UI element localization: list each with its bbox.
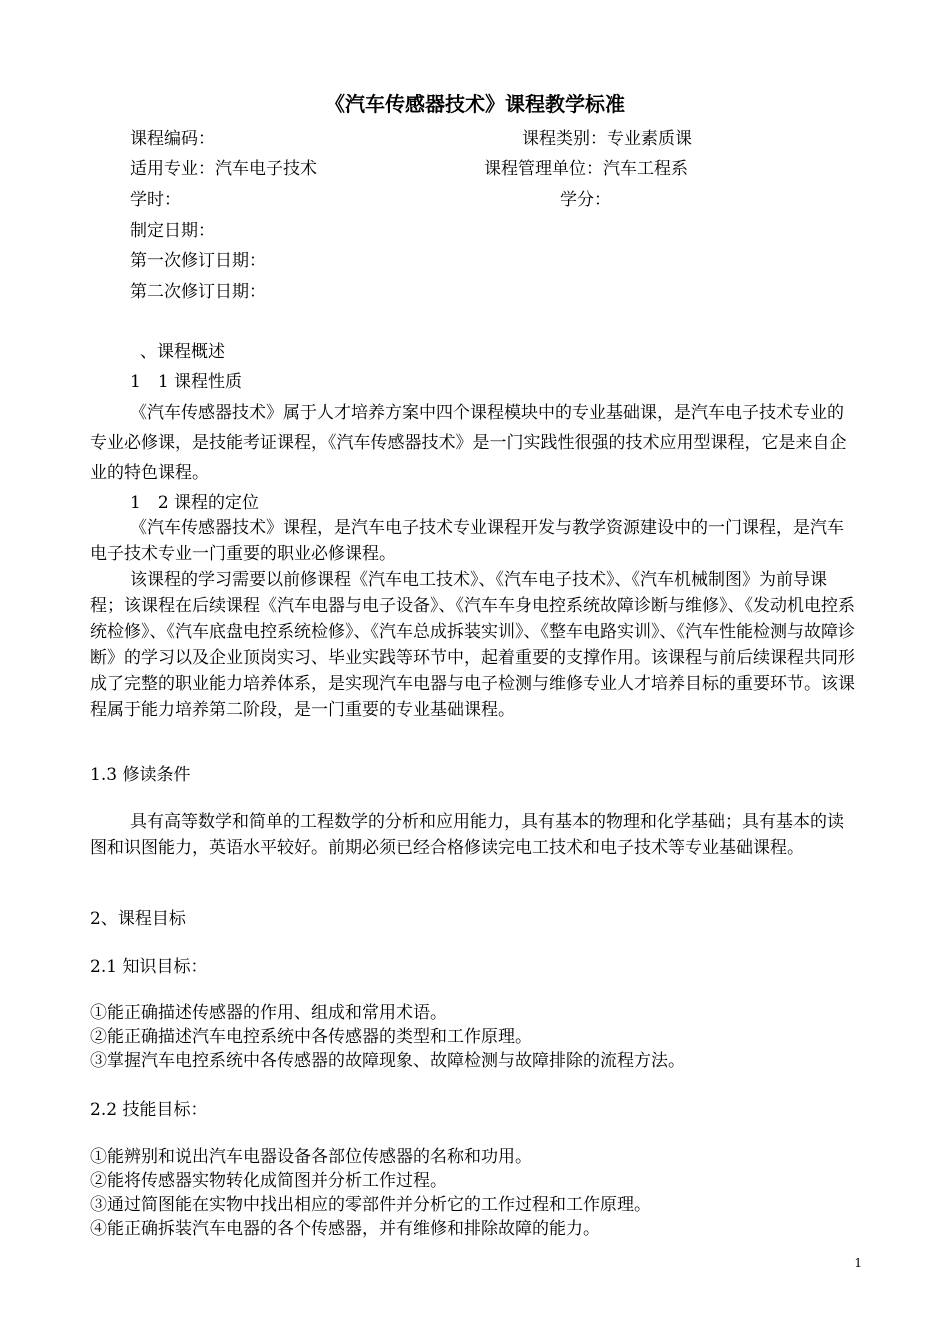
revision-1: 第一次修订日期：	[130, 251, 266, 271]
date-made: 制定日期：	[130, 221, 215, 241]
skill-item-4: ④能正确拆装汽车电器的各个传感器，并有维修和排除故障的能力。	[90, 1219, 600, 1239]
paragraph-1-2a: 《汽车传感器技术》课程，是汽车电子技术专业课程开发与教学资源建设中的一门课程，是汽车电子技术专业一门重要的职业必修课程。	[90, 518, 844, 564]
skill-item-3: ③通过简图能在实物中找出相应的零部件并分析它的工作过程和工作原理。	[90, 1195, 651, 1215]
skill-item-2: ②能将传感器实物转化成简图并分析工作过程。	[90, 1171, 447, 1191]
knowledge-item-2: ②能正确描述汽车电控系统中各传感器的类型和工作原理。	[90, 1027, 532, 1047]
major: 适用专业：汽车电子技术	[130, 159, 317, 179]
heading-2-2: 2.2 技能目标：	[90, 1100, 208, 1120]
heading-2-1: 2.1 知识目标：	[90, 957, 208, 977]
paragraph-1-3: 具有高等数学和简单的工程数学的分析和应用能力，具有基本的物理和化学基础；具有基本的读图和识图能力，英语水平较好。前期必须已经合格修读完电工技术和电子技术等专业基础课程。	[90, 812, 844, 858]
page-title: 《汽车传感器技术》课程教学标准	[325, 92, 625, 116]
hours: 学时：	[130, 190, 181, 210]
dept: 课程管理单位：汽车工程系	[484, 159, 688, 179]
heading-1-1: 1 1 课程性质	[130, 372, 243, 392]
paragraph-1-2b: 该课程的学习需要以前修课程《汽车电工技术》、《汽车电子技术》、《汽车机械制图》为前导课程；该课程在后续课程《汽车电器与电子设备》、《汽车车身电控系统故障诊断与维修》、《发动机电控系统检修》、《汽车底盘电控系统检修》、《汽车总成拆装实训》、《整车电路实训》、《汽车性能检测与故障诊断》的学习以及企业顶岗实习、毕业实践等环节中，起着重要的支撑作用。该课程与前后续课程共同形成了完整的职业能力培养体系，是实现汽车电器与电子检测与维修专业人才培养目标的重要环节。该课程属于能力培养第二阶段，是一门重要的专业基础课程。	[90, 570, 855, 720]
skill-item-1: ①能辨别和说出汽车电器设备各部位传感器的名称和功用。	[90, 1147, 532, 1167]
course-code: 课程编码：	[130, 129, 215, 149]
knowledge-item-3: ③掌握汽车电控系统中各传感器的故障现象、故障检测与故障排除的流程方法。	[90, 1051, 685, 1071]
heading-2: 2、课程目标	[90, 909, 186, 929]
heading-1-3: 1.3 修读条件	[90, 765, 191, 785]
course-type: 课程类别：专业素质课	[522, 129, 692, 149]
revision-2: 第二次修订日期：	[130, 282, 266, 302]
credits: 学分：	[560, 190, 611, 210]
heading-1-2: 1 2 课程的定位	[130, 493, 260, 513]
knowledge-item-1: ①能正确描述传感器的作用、组成和常用术语。	[90, 1003, 447, 1023]
paragraph-1-1: 《汽车传感器技术》属于人才培养方案中四个课程模块中的专业基础课，是汽车电子技术专业的专业必修课，是技能考证课程，《汽车传感器技术》是一门实践性很强的技术应用型课程，它是来自企业的特色课程。	[90, 403, 847, 483]
section-overview-heading: 、课程概述	[140, 342, 225, 362]
page-number: 1	[854, 1256, 862, 1270]
